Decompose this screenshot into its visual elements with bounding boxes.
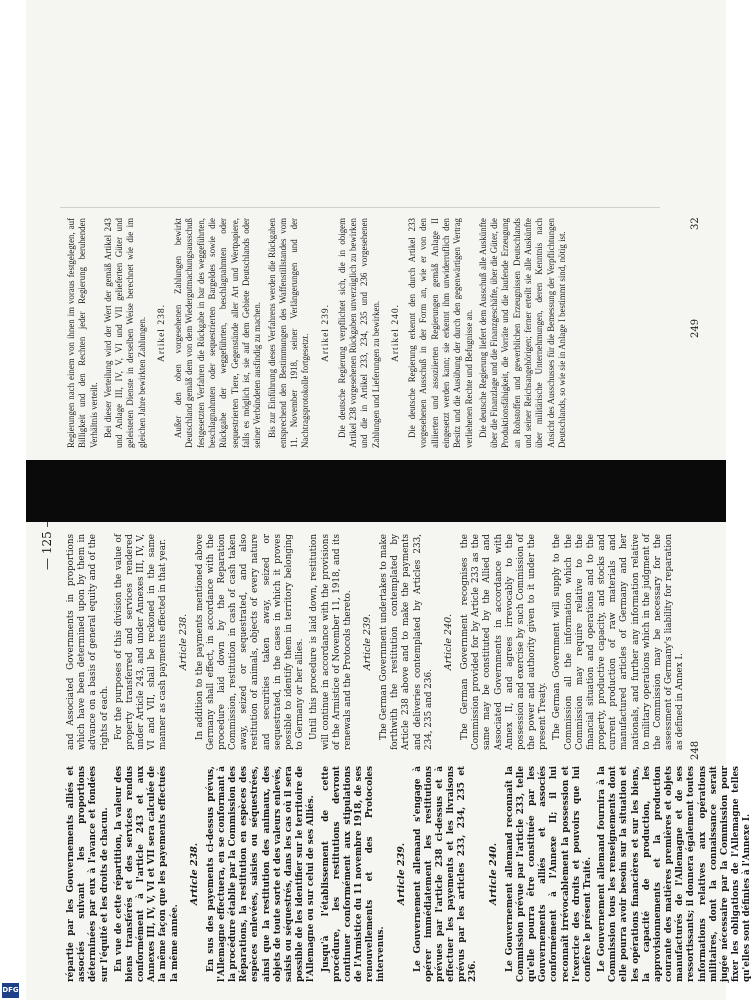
english-paragraph: The German Government undertakes to make forthwith the restitution contemplated by Article 238 above and to make the payments and deliveries contemplated by Articles 233, 234, 235 and 236. bbox=[379, 534, 434, 750]
german-paragraph: Die deutsche Regierung liefert dem Ausschuß alle Auskünfte über die Finanzlage und die Finanzgeschäfte, über die Güter, die Produktionsfähigkeit, die Vorräte und die laufende Erzeugung an Rohstoffen und gewerblichen Erzeugnissen Deutschlands und seiner Reichsangehörigen; ferner erteilt sie alle Auskünfte über militärische Unternehmungen, deren Kenntnis nach Ansicht des Ausschusses für die Bemessung der Verpflichtungen Deutschlands, so wie sie in Anlage I bestimmt sind, nötig ist. bbox=[477, 218, 567, 448]
english-paragraph: In addition to the payments mentioned above Germany shall effect, in accordance with the procedure laid down by the Reparation Commission, restitution in cash of cash taken away, seized or sequestrated, and also restitution of animals, objects of every nature and securities taken away, seized or sequestrated, in the cases in which it proves possible to identify them in territory belonging to Germany or her allies. bbox=[194, 534, 306, 750]
gutter-shadow bbox=[26, 460, 726, 522]
footer-left-page: 248 bbox=[690, 740, 701, 760]
french-heading-238: Article 238. bbox=[188, 842, 200, 906]
scan-edge-line bbox=[60, 207, 660, 208]
dfg-logo: DFG bbox=[2, 983, 19, 998]
french-paragraph: répartie par les Gouvernements alliés et associés suivant les proportions déterminées par eux à l'avance et fondées sur l'équité et les droits de chacun. bbox=[66, 766, 110, 982]
footer-right-page: 249 bbox=[690, 318, 701, 338]
running-header bbox=[40, 515, 54, 570]
scanned-page bbox=[26, 0, 753, 1000]
english-paragraph: and Associated Governments in proportions which have been determined upon by them in advance on a basis of general equity and of the rights of each. bbox=[66, 534, 110, 750]
sidebar bbox=[0, 0, 22, 1000]
footer-right-extra: 32 bbox=[690, 217, 701, 230]
french-paragraph: Jusqu'à l'établissement de cette procédure, les restitutions devront continuer conformément aux stipulations de l'Armistice du 11 novembre 1918, de ses renouvellements et des Protocoles intervenus. bbox=[320, 766, 387, 982]
french-paragraph: Le Gouvernement allemand reconnaît la Commission prévue par l'article 233, telle qu'elle pourra être constituée par les Gouvernements alliés et associés conformément à l'Annexe II; il lui reconnaît irrévocablement la possession et l'exercice des droits et pouvoirs que lui confère le présent Traité. bbox=[504, 766, 593, 982]
french-column bbox=[66, 766, 753, 982]
english-paragraph: The German Government will supply to the Commission all the information which the Commission may require relative to the financial situation and operations and to the property, productive capacity, and stocks and current production of raw materials and manufactured articles of Germany and her nationals, and further any information relative to military operations which in the judgment of the Commission may be necessary for the assessment of Germany's liability for reparation as defined in Annex I. bbox=[552, 534, 686, 750]
header-dash-left: — bbox=[40, 558, 54, 570]
english-heading-240: Article 240. bbox=[442, 613, 454, 671]
german-paragraph: Bei dieser Verteilung wird der Wert der gemäß Artikel 243 und Anlage III, IV, V, VI und VII gelieferten Güter und geleisteten Dienste in derselben Weise berechnet wie die im gleichen Jahre bewirkten Zahlungen. bbox=[102, 218, 147, 448]
english-paragraph: Until this procedure is laid down, restitution will continue in accordance with the provisions of the Armistice of November 11, 1918, and its renewals and the Protocols thereto. bbox=[309, 534, 353, 750]
german-paragraph: Die deutsche Regierung erkennt den durch Artikel 233 vorgesehenen Ausschuß in der Form an, wie er von den alliierten und assoziierten Regierungen gemäß Anlage II eingesetzt werden kann; sie erkennt ihm unwiderruflich den Besitz und die Ausübung der durch den gegenwärtigen Vertrag verliehenen Rechte und Befugnisse an. bbox=[407, 218, 474, 448]
german-paragraph: Bis zur Einführung dieses Verfahrens werden die Rückgaben entsprechend den Bestimmungen des Waffenstillstandes vom 11. November 1918, seiner Verlängerungen und der Nachtragsprotokolle fortgesetzt. bbox=[266, 218, 311, 448]
dfg-credit-text bbox=[0, 120, 2, 980]
french-paragraph: Le Gouvernement allemand fournira à la Commission tous les renseignements dont elle pourra avoir besoin sur la situation et les opérations financières et sur les biens, la capacité de production, les approvisionnements et la production courante des matières premières et objets manufacturés de l'Allemagne et de ses ressortissants; il donnera également toutes informations relatives aux opérations militaires, dont la connaissance serait jugée nécessaire par la Commission pour fixer les obligations de l'Allemagne telles qu'elles sont définies à l'Annexe I. bbox=[597, 766, 753, 982]
german-heading-239: Artikel 239. bbox=[320, 304, 331, 362]
german-heading-240: Artikel 240. bbox=[390, 304, 401, 362]
german-paragraph: Die deutsche Regierung verpflichtet sich, die in obigem Artikel 238 vorgesehenen Rückgaben unverzüglich zu bewirken und die in Artikel 233, 234, 235 und 236 vorgesehenen Zahlungen und Lieferungen zu bewirken. bbox=[336, 218, 381, 448]
french-heading-240: Article 240. bbox=[487, 842, 499, 906]
english-heading-239: Article 239. bbox=[362, 613, 374, 671]
french-paragraph: Le Gouvernement allemand s'engage à opérer immédiatement les restitutions prévues par l'article 238 ci-dessus et à effectuer les payements et les livraisons prévus par les articles 233, 234, 235 et 236. bbox=[412, 766, 479, 982]
english-column bbox=[66, 534, 686, 750]
french-paragraph: En vue de cette répartition, la valeur des biens transférés et des services rendus conformément à l'article 243 et aux Annexes III, IV, V, VI et VII sera calculée de la même façon que les payements effectués la même année. bbox=[113, 766, 180, 982]
german-paragraph: Außer den oben vorgesehenen Zahlungen bewirkt Deutschland gemäß dem von dem Wiedergutmachungsausschuß festgesetzten Verfahren die Rückgabe in bar des weggeführten, beschlagnahmten oder sequestrierten Bargeldes sowie die Rückgabe der weggeführten, beschlagnahmten oder sequestrierten Tiere, Gegenstände aller Art und Wertpapiere, falls es möglich ist, sie auf dem Gebiete Deutschlands oder seiner Verbündeten ausfindig zu machen. bbox=[173, 218, 263, 448]
german-paragraph: Regierungen nach einem von ihnen im voraus festgelegten, auf Billigkeit und den Rechten jeder Regierung beruhenden Verhältnis verteilt. bbox=[66, 218, 99, 448]
german-heading-238: Artikel 238. bbox=[157, 304, 168, 362]
french-heading-239: Article 239. bbox=[395, 842, 407, 906]
english-paragraph: For the purposes of this division the value of property transferred and services rendered under Article 243, and under Annexes III, IV, V, VI and VII, shall be reckoned in the same manner as cash payments effected in that year. bbox=[113, 534, 169, 750]
french-paragraph: En sus des payements ci-dessus prévus, l'Allemagne effectuera, en se conformant à la procédure établie par la Commission des Réparations, la restitution en espèces des espèces enlevées, saisies ou séquestrées, ainsi que la restitution des animaux, des objets de toute sorte et des valeurs enlevés, saisis ou séquestrés, dans les cas où il sera possible de les identifier sur le territoire de l'Allemagne ou sur celui de ses Alliés. bbox=[205, 766, 317, 982]
header-page-number: 125 bbox=[40, 531, 54, 555]
german-column bbox=[66, 218, 678, 448]
english-heading-238: Article 238. bbox=[177, 613, 189, 671]
english-paragraph: The German Government recognises the Commission provided for by Article 233 as the same may be constituted by the Allied and Associated Governments in accordance with Annex II, and agrees irrevocably to the possession and exercise by such Commission of the power and authority given to it under the present Treaty. bbox=[460, 534, 549, 750]
